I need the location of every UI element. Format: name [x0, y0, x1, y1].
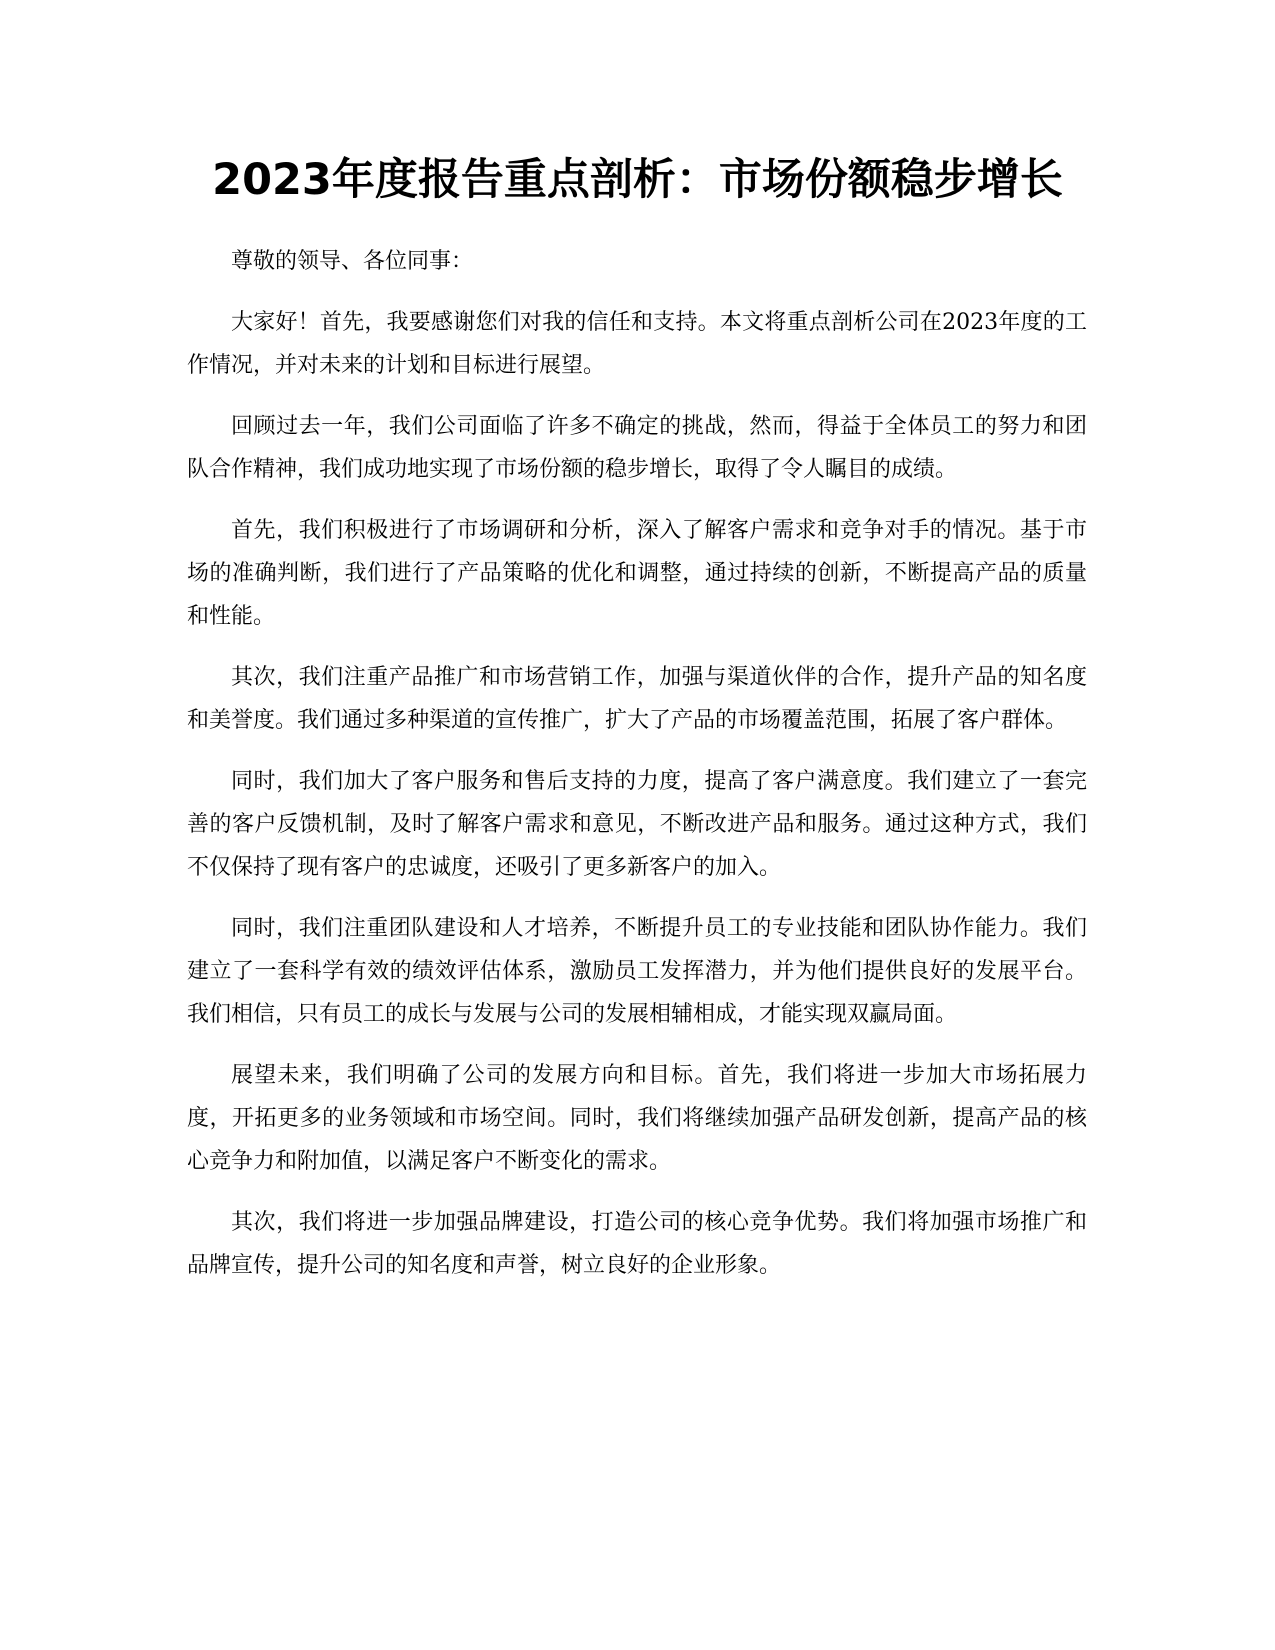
paragraph-marketing: 其次，我们注重产品推广和市场营销工作，加强与渠道伙伴的合作，提升产品的知名度和美誉度。我们通过多种渠道的宣传推广，扩大了产品的市场覆盖范围，拓展了客户群体。 [187, 665, 1087, 733]
paragraph-customer-service: 同时，我们加大了客户服务和售后支持的力度，提高了客户满意度。我们建立了一套完善的客户反馈机制，及时了解客户需求和意见，不断改进产品和服务。通过这种方式，我们不仅保持了现有客户的忠诚度，还吸引了更多新客户的加入。 [187, 769, 1087, 880]
paragraph-greeting: 大家好！首先，我要感谢您们对我的信任和支持。本文将重点剖析公司在2023年度的工作情况，并对未来的计划和目标进行展望。 [187, 310, 1087, 378]
paragraph-branding: 其次，我们将进一步加强品牌建设，打造公司的核心竞争优势。我们将加强市场推广和品牌宣传，提升公司的知名度和声誉，树立良好的企业形象。 [187, 1210, 1087, 1278]
document-body [187, 240, 1087, 1305]
paragraph-review: 回顾过去一年，我们公司面临了许多不确定的挑战，然而，得益于全体员工的努力和团队合作精神，我们成功地实现了市场份额的稳步增长，取得了令人瞩目的成绩。 [187, 414, 1087, 482]
paragraph-salutation: 尊敬的领导、各位同事： [231, 249, 474, 274]
paragraph-outlook: 展望未来，我们明确了公司的发展方向和目标。首先，我们将进一步加大市场拓展力度，开拓更多的业务领域和市场空间。同时，我们将继续加强产品研发创新，提高产品的核心竞争力和附加值，以满足客户不断变化的需求。 [187, 1063, 1087, 1174]
paragraph-team-building: 同时，我们注重团队建设和人才培养，不断提升员工的专业技能和团队协作能力。我们建立了一套科学有效的绩效评估体系，激励员工发挥潜力，并为他们提供良好的发展平台。我们相信，只有员工的成长与发展与公司的发展相辅相成，才能实现双赢局面。 [187, 916, 1087, 1027]
paragraph-market-research: 首先，我们积极进行了市场调研和分析，深入了解客户需求和竞争对手的情况。基于市场的准确判断，我们进行了产品策略的优化和调整，通过持续的创新，不断提高产品的质量和性能。 [187, 518, 1087, 629]
document-title: 2023年度报告重点剖析：市场份额稳步增长 [212, 155, 1063, 205]
